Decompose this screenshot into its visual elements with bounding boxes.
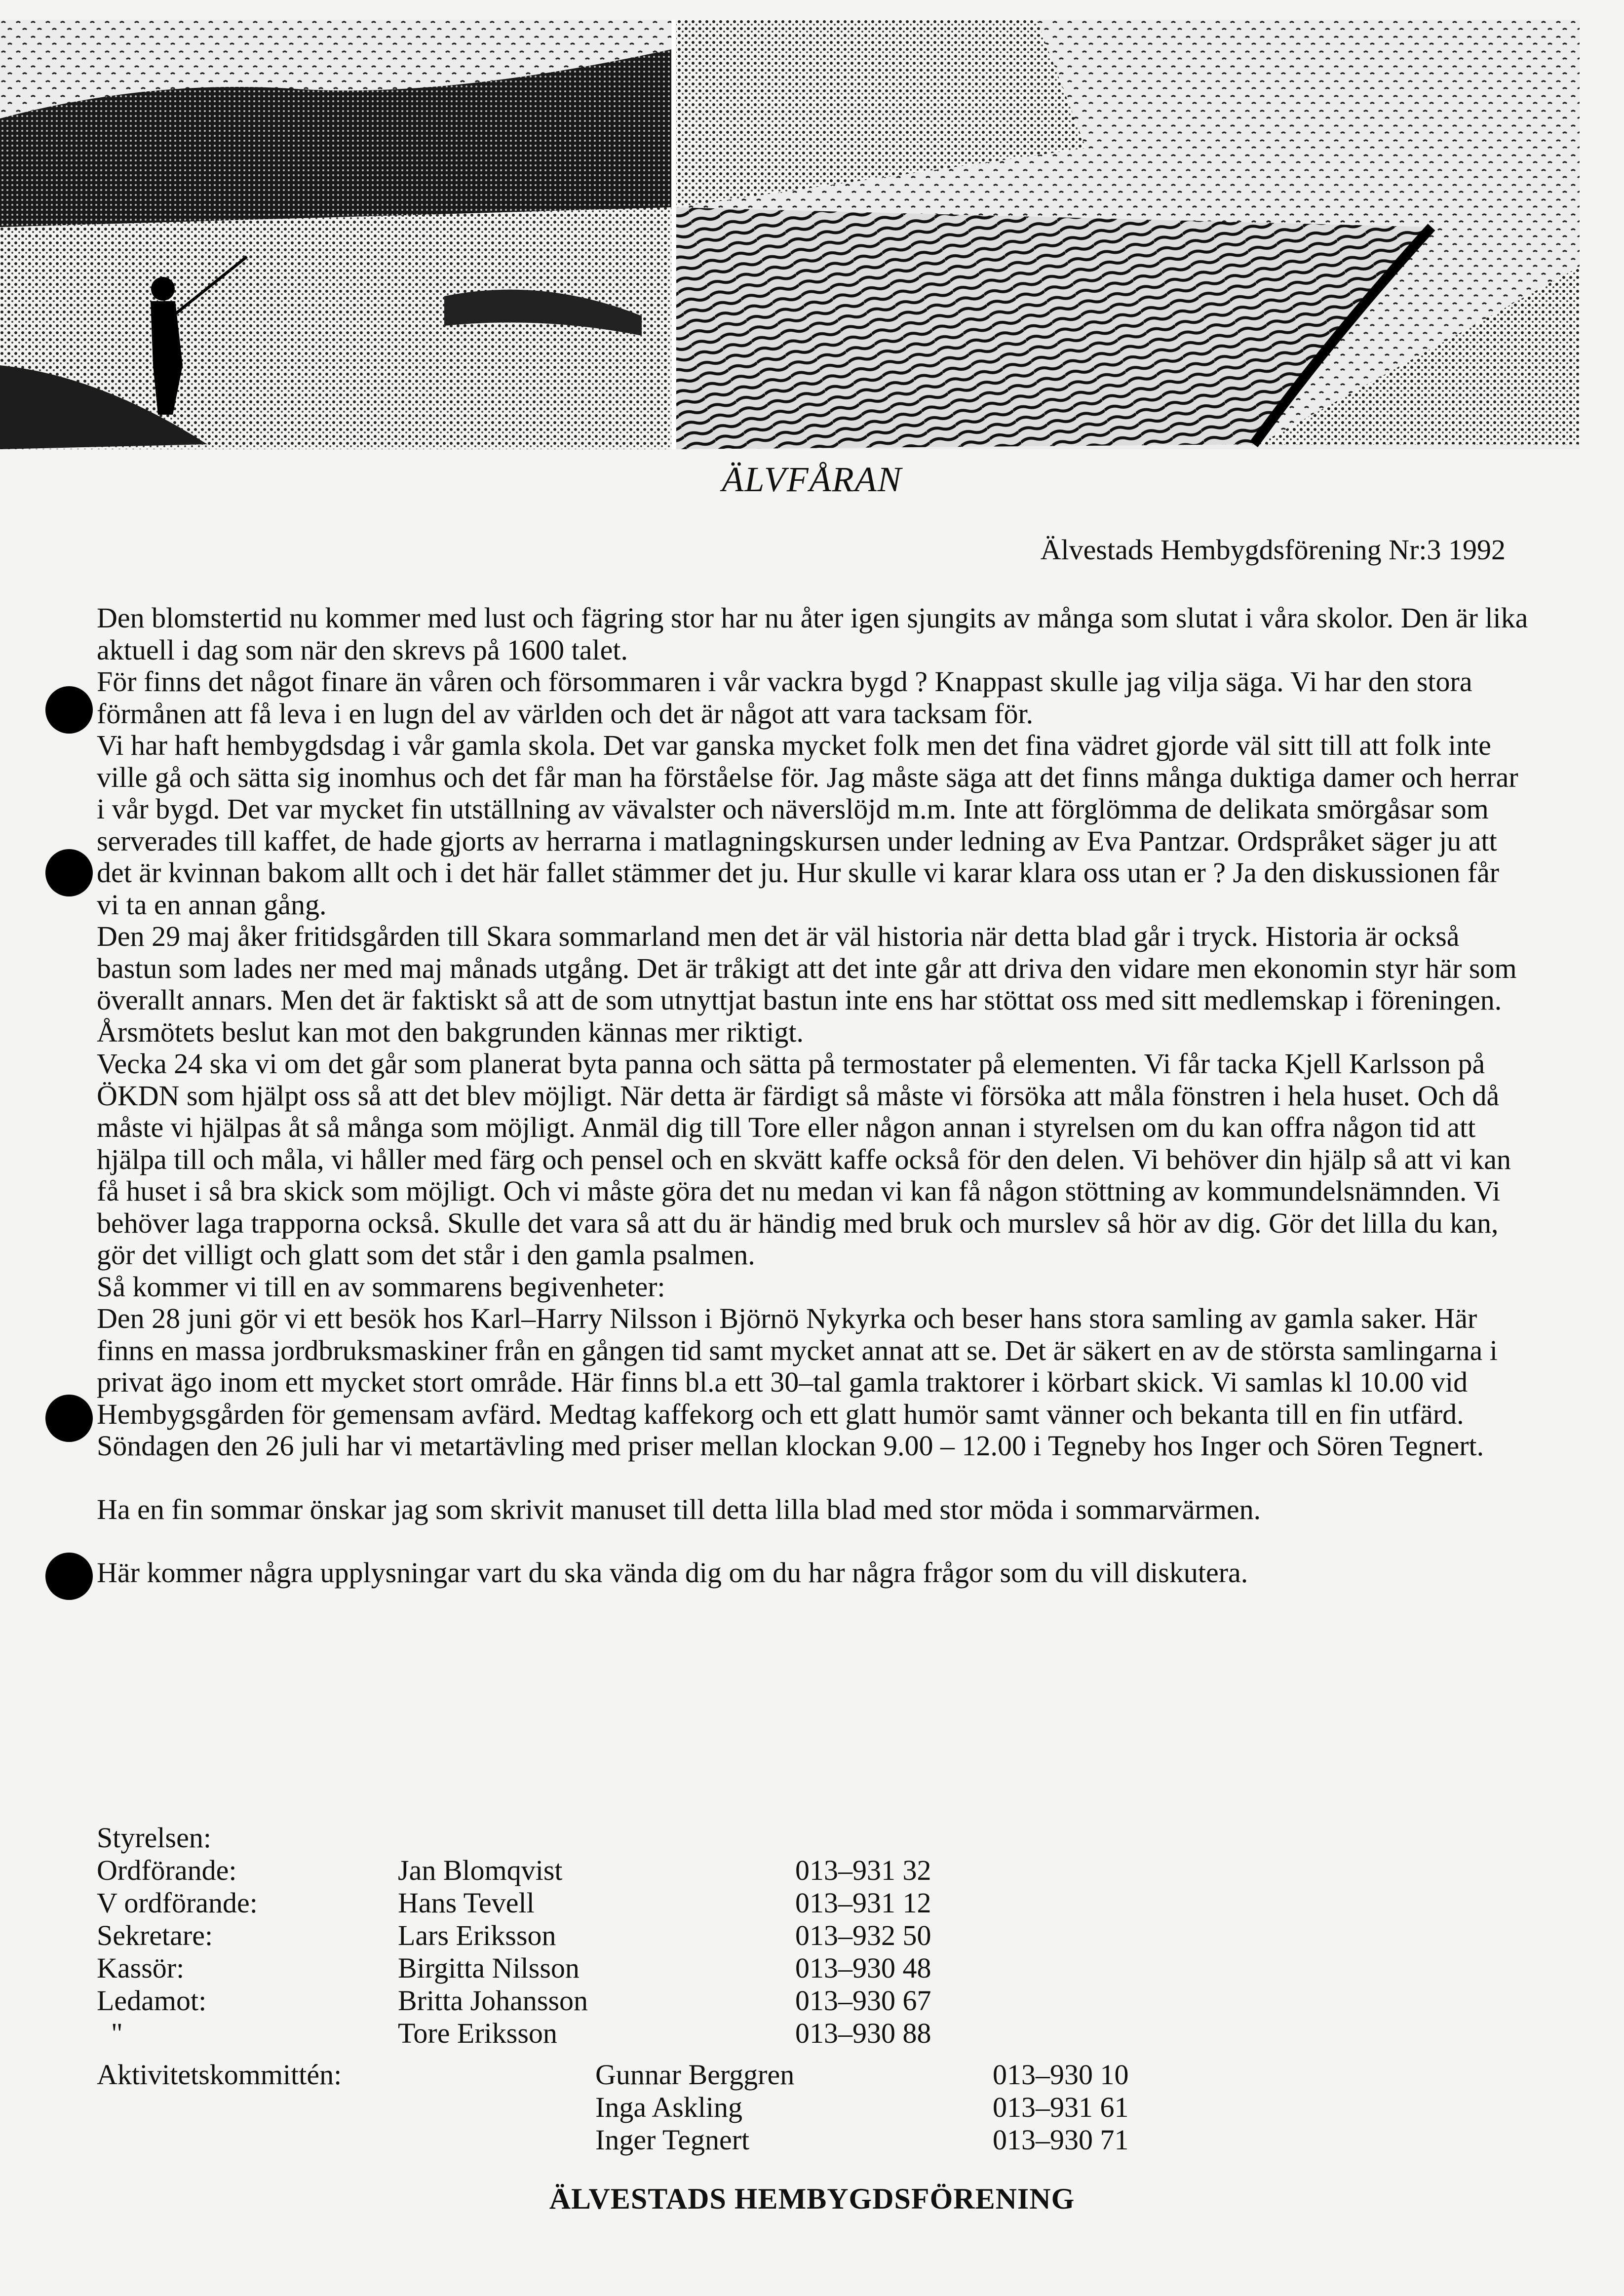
- article-body: [97, 602, 1528, 1589]
- phone: 013–931 32: [795, 1854, 931, 1886]
- paragraph: Söndagen den 26 juli har vi metartävling med priser mellan klockan 9.00 – 12.00 i Tegneby hos Inger och Sören Tegnert.: [97, 1430, 1484, 1462]
- issue-line: Älvestads Hembygdsförening Nr:3 1992: [1040, 534, 1506, 566]
- paragraph: Så kommer vi till en av sommarens begivenheter:: [97, 1270, 665, 1303]
- header-illustration: [0, 20, 1580, 449]
- phone: 013–930 48: [795, 1952, 931, 1984]
- phone: 013–932 50: [795, 1919, 931, 1951]
- member-name: Hans Tevell: [398, 1887, 535, 1919]
- punch-hole-2: [45, 849, 93, 896]
- phone: 013–931 61: [993, 2091, 1129, 2123]
- role: Sekretare:: [97, 1919, 213, 1951]
- contact-intro: Här kommer några upplysningar vart du ska vända dig om du har några frågor som du vill diskutera.: [97, 1557, 1248, 1589]
- phone: 013–930 10: [993, 2059, 1129, 2091]
- paragraph: För finns det något finare än våren och försommaren i vår vackra bygd ? Knappast skulle jag vilja säga. Vi har den stora förmånen att få leva i en lugn del av världen och det är något att vara tacksam för.: [97, 665, 1472, 730]
- role: Ordförande:: [97, 1854, 237, 1886]
- punch-hole-4: [45, 1553, 93, 1600]
- footer-organization: ÄLVESTADS HEMBYGDSFÖRENING: [549, 2182, 1075, 2215]
- member-name: Birgitta Nilsson: [398, 1952, 580, 1984]
- role: V ordförande:: [97, 1887, 258, 1919]
- committee-heading: Aktivitetskommittén:: [97, 2059, 342, 2091]
- member-name: Gunnar Berggren: [595, 2059, 795, 2091]
- role: Kassör:: [97, 1952, 185, 1984]
- paragraph: Den 29 maj åker fritidsgården till Skara sommarland men det är väl historia när detta blad går i tryck. Historia är också bastun som lades ner med maj månads utgång. Det är tråkigt att det inte går att driva den vidare men ekonomin styr här som överallt annars. Men det är faktiskt så att de som utnyttjat bastun inte ens har stöttat oss med sitt medlemskap i föreningen. Årsmötets beslut kan mot den bakgrunden kännas mer riktigt.: [97, 920, 1517, 1048]
- phone: 013–931 12: [795, 1887, 931, 1919]
- role: Ledamot:: [97, 1985, 207, 2017]
- paragraph: Den 28 juni gör vi ett besök hos Karl–Harry Nilsson i Björnö Nykyrka och beser hans stora samling av gamla saker. Här finns en massa jordbruksmaskiner från en gången tid samt mycket annat att se. Det är säkert en av de största samlingarna i privat ägo inom ett mycket stort område. Här finns bl.a ett 30–tal gamla traktorer i körbart skick. Vi samlas kl 10.00 vid Hembygsgården för gemensam avfärd. Medtag kaffekorg och ett glatt humör samt vänner och bekanta till en fin utfärd.: [97, 1302, 1498, 1430]
- newsletter-title: ÄLVFÅRAN: [722, 460, 902, 499]
- member-name: Tore Eriksson: [398, 2017, 557, 2049]
- phone: 013–930 88: [795, 2017, 931, 2049]
- member-name: Inger Tegnert: [595, 2124, 750, 2156]
- board-heading: Styrelsen:: [97, 1822, 211, 1854]
- paragraph: Vecka 24 ska vi om det går som planerat byta panna och sätta på termostater på elementen. Vi får tacka Kjell Karlsson på ÖKDN som hjälpt oss så att det blev möjligt. När detta är färdigt så måste vi försöka att måla fönstren i hela huset. Och då måste vi hjälpas åt så många som möjligt. Anmäl dig till Tore eller någon annan i styrelsen om du kan offra någon tid att hjälpa till och måla, vi håller med färg och pensel och en skvätt kaffe också för den delen. Vi behöver din hjälp så att vi kan få huset i så bra skick som möjligt. Och vi måste göra det nu medan vi kan få någon stöttning av kommundelsnämnden. Vi behöver laga trapporna också. Skulle det vara så att du är händig med bruk och murslev så hör av dig. Gör det lilla du kan, gör det villigt och glatt som det står i den gamla psalmen.: [97, 1048, 1511, 1271]
- paragraph: Vi har haft hembygdsdag i vår gamla skola. Det var ganska mycket folk men det fina vädret gjorde väl sitt till att folk inte ville gå och sätta sig inomhus och det får man ha förståelse för. Jag måste säga att det finns många duktiga damer och herrar i vår bygd. Det var mycket fin utställning av vävalster och näverslöjd m.m. Inte att förglömma de delikata smörgåsar som serverades till kaffet, de hade gjorts av herrarna i matlagningskursen under ledning av Eva Pantzar. Ordspråket säger ju att det är kvinnan bakom allt och i det här fallet stämmer det ju. Hur skulle vi karar klara oss utan er ? Ja den diskussionen får vi ta en annan gång.: [97, 729, 1518, 921]
- member-name: Britta Johansson: [398, 1985, 588, 2017]
- member-name: Jan Blomqvist: [398, 1854, 563, 1886]
- member-name: Inga Askling: [595, 2091, 743, 2123]
- phone: 013–930 67: [795, 1985, 931, 2017]
- member-name: Lars Eriksson: [398, 1919, 556, 1951]
- paragraph: Den blomstertid nu kommer med lust och fägring stor har nu åter igen sjungits av många som slutat i våra skolor. Den är lika aktuell i dag som när den skrevs på 1600 talet.: [97, 602, 1528, 666]
- punch-hole-3: [45, 1395, 93, 1442]
- role: ": [97, 2017, 123, 2049]
- phone: 013–930 71: [993, 2124, 1129, 2156]
- punch-hole-1: [45, 686, 93, 734]
- closing-paragraph: Ha en fin sommar önskar jag som skrivit manuset till detta lilla blad med stor möda i sommarvärmen.: [97, 1493, 1261, 1525]
